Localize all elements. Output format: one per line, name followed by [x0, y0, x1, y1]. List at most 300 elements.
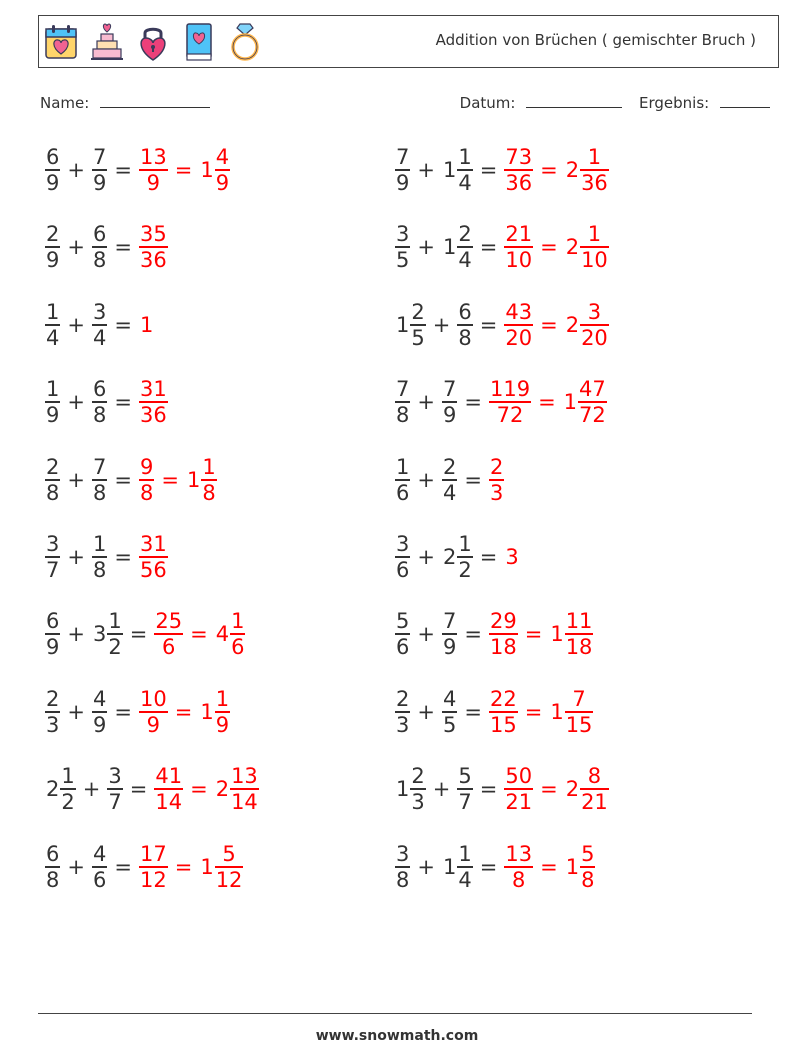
answer-numerator: 31 [139, 532, 167, 556]
first-addend-fraction [44, 377, 61, 427]
second-addend-whole: 2 [442, 545, 457, 569]
answer-improper [138, 687, 169, 737]
first-addend-fraction [44, 222, 61, 272]
first-addend-numerator: 6 [46, 841, 60, 866]
equals-sign: = [479, 158, 498, 182]
second-addend-denominator: 9 [442, 403, 457, 428]
answer-mixed [564, 145, 610, 195]
answer-numerator: 13 [139, 145, 167, 169]
answer-numerator: 17 [139, 841, 167, 866]
answer-mixed [198, 842, 244, 892]
answer-denominator: 12 [139, 867, 167, 892]
second-addend-fraction [91, 222, 108, 272]
answer-equals-sign: = [540, 777, 558, 802]
second-addend-denominator: 4 [458, 248, 472, 273]
second-addend-numerator: 6 [92, 377, 107, 402]
second-addend-denominator: 8 [92, 403, 107, 428]
second-addend-fraction [456, 300, 473, 350]
answer-equals-sign: = [161, 467, 179, 492]
first-addend-denominator: 5 [396, 248, 410, 273]
answer-fraction [579, 222, 610, 272]
second-addend-numerator: 3 [92, 299, 107, 324]
first-addend-denominator: 6 [396, 558, 410, 582]
answer-denominator: 3 [489, 480, 504, 505]
plus-sign: + [67, 235, 85, 260]
answer-mixed [198, 687, 231, 737]
second-addend-numerator: 2 [442, 454, 457, 479]
first-addend-numerator: 1 [396, 454, 410, 479]
answer-fraction [577, 377, 608, 427]
second-addend-fraction [91, 377, 108, 427]
first-addend-denominator: 9 [46, 635, 60, 660]
first-addend-denominator: 3 [46, 712, 60, 737]
answer-mixed [198, 145, 231, 195]
date-line[interactable] [526, 94, 622, 108]
problem-row [44, 367, 169, 437]
equals-sign: = [129, 777, 148, 802]
second-addend-denominator: 2 [458, 558, 472, 582]
equals-sign: = [114, 390, 132, 415]
header-icons [43, 20, 263, 64]
answer-fraction [138, 455, 155, 505]
answer-whole: 1 [200, 854, 214, 879]
answer-fraction [503, 300, 534, 350]
answer-fraction [503, 145, 534, 195]
plus-sign: + [417, 699, 435, 724]
answer-fraction [229, 609, 246, 659]
answer-improper [503, 145, 534, 195]
problem-row [394, 367, 608, 437]
answer-fraction [214, 687, 231, 737]
equals-sign: = [464, 699, 482, 724]
answer-equals-sign: = [540, 235, 558, 260]
equals-sign: = [114, 312, 132, 337]
answer-improper [138, 842, 169, 892]
first-addend-fraction [394, 377, 411, 427]
answer-numerator: 1 [587, 145, 602, 169]
first-addend-denominator: 8 [396, 867, 410, 892]
first-addend-whole: 2 [46, 777, 60, 802]
second-addend-numerator: 7 [442, 609, 457, 634]
answer-equals-sign: = [540, 312, 558, 337]
answer-numerator: 25 [155, 609, 183, 634]
answer-denominator: 8 [139, 480, 154, 505]
problem-row [394, 445, 505, 515]
plus-sign: + [82, 777, 101, 802]
name-label: Name: [40, 94, 90, 112]
second-addend-fraction [91, 687, 108, 737]
answer-numerator: 41 [155, 764, 183, 789]
plus-sign: + [417, 235, 435, 260]
first-addend-denominator: 2 [61, 790, 75, 815]
second-addend-numerator: 1 [92, 532, 107, 556]
date-label: Datum: [459, 94, 516, 112]
answer-fraction [488, 377, 532, 427]
second-addend-fraction [456, 532, 473, 582]
first-addend-fraction [394, 687, 411, 737]
answer-whole: 1 [200, 158, 214, 182]
first-addend-numerator: 1 [46, 377, 60, 402]
answer-fraction [579, 300, 610, 350]
answer-improper [488, 687, 519, 737]
answer-whole: 1 [186, 467, 201, 492]
problem-row [394, 212, 610, 282]
second-addend-fraction [441, 609, 458, 659]
answer-whole: 2 [565, 312, 580, 337]
answer-fraction [153, 609, 184, 659]
answer-denominator: 72 [579, 403, 606, 428]
second-addend-denominator: 8 [92, 480, 107, 505]
equals-sign: = [464, 467, 482, 492]
heart-padlock-icon [135, 20, 171, 64]
answer-mixed [185, 455, 218, 505]
second-addend-denominator: 8 [92, 248, 107, 273]
plus-sign: + [67, 467, 85, 492]
first-addend-fraction [44, 145, 61, 195]
answer-fraction [153, 764, 184, 814]
answer-mixed [564, 222, 610, 272]
answer-fraction [138, 145, 169, 195]
problem-row [44, 290, 153, 360]
answer-numerator: 119 [489, 377, 531, 402]
equals-sign: = [114, 545, 132, 569]
answer-equals-sign: = [524, 699, 543, 724]
answer-numerator: 31 [139, 377, 167, 402]
answer-improper [138, 455, 155, 505]
answer-equals-sign: = [538, 390, 556, 415]
answer-fraction [503, 842, 534, 892]
plus-sign: + [67, 699, 85, 724]
diamond-ring-icon [227, 20, 263, 64]
first-addend-numerator: 3 [46, 532, 60, 556]
equals-sign: = [114, 235, 132, 260]
second-addend-fraction [106, 609, 123, 659]
answer-equals-sign: = [190, 777, 208, 802]
equals-sign: = [479, 854, 498, 879]
answer-denominator: 14 [155, 790, 183, 815]
problem-row [44, 832, 244, 902]
answer-improper [138, 313, 153, 337]
answer-whole: 1 [563, 390, 578, 415]
equals-sign: = [479, 235, 498, 260]
plus-sign: + [432, 312, 451, 337]
first-addend-denominator: 3 [411, 790, 425, 815]
footer-divider [38, 1013, 752, 1014]
first-addend-numerator: 6 [46, 145, 60, 169]
answer-improper [488, 609, 519, 659]
answer-numerator: 21 [505, 222, 533, 247]
answer-fraction [564, 609, 595, 659]
first-addend-numerator: 2 [411, 299, 425, 324]
problem-row [394, 832, 596, 902]
first-addend-fraction [394, 609, 411, 659]
answer-improper [488, 455, 505, 505]
answer-whole: 1 [550, 622, 564, 647]
answer-numerator: 11 [565, 609, 593, 634]
answer-whole: 1 [565, 854, 580, 879]
second-addend-numerator: 1 [108, 609, 122, 634]
answer-mixed [214, 764, 260, 814]
answer-numerator: 22 [489, 686, 517, 711]
second-addend-fraction [441, 687, 458, 737]
answer-denominator: 6 [162, 635, 176, 660]
second-addend-numerator: 7 [92, 454, 107, 479]
answer-denominator: 18 [565, 635, 593, 660]
answer-numerator: 10 [139, 686, 167, 711]
answer-improper [503, 545, 518, 569]
second-addend-numerator: 5 [458, 764, 472, 789]
answer-improper [503, 764, 534, 814]
answer-improper [138, 222, 169, 272]
first-addend-whole: 1 [396, 312, 410, 337]
answer-whole: 3 [505, 545, 519, 569]
answer-denominator: 6 [231, 635, 245, 660]
second-addend-fraction [91, 842, 108, 892]
answer-equals-sign: = [174, 854, 193, 879]
problem-row [394, 677, 594, 747]
problem-row [394, 522, 519, 592]
second-addend-numerator: 7 [442, 377, 457, 402]
first-addend-fraction [394, 842, 411, 892]
answer-denominator: 36 [505, 171, 533, 195]
answer-whole: 1 [550, 699, 564, 724]
first-addend-fraction [394, 222, 411, 272]
date-result-fields [460, 94, 770, 112]
answer-fraction [138, 222, 169, 272]
second-addend-denominator: 4 [458, 171, 472, 195]
problem-row [394, 599, 594, 669]
answer-denominator: 21 [581, 790, 608, 815]
second-addend-numerator: 3 [108, 764, 122, 789]
first-addend-denominator: 9 [46, 403, 60, 428]
answer-denominator: 10 [505, 248, 533, 273]
answer-fraction [579, 764, 610, 814]
answer-denominator: 56 [139, 558, 167, 582]
answer-improper [488, 377, 532, 427]
answer-numerator: 2 [489, 454, 504, 479]
first-addend-fraction [394, 455, 411, 505]
answer-fraction [138, 842, 169, 892]
answer-fraction [229, 764, 260, 814]
first-addend-fraction [44, 687, 61, 737]
first-addend-fraction [409, 300, 426, 350]
first-addend-numerator: 3 [396, 841, 410, 866]
answer-fraction [138, 377, 169, 427]
first-addend-fraction [409, 764, 426, 814]
first-addend-denominator: 9 [46, 171, 60, 195]
answer-equals-sign: = [540, 854, 558, 879]
answer-denominator: 20 [581, 325, 608, 350]
answer-improper [503, 222, 534, 272]
first-addend-numerator: 1 [46, 299, 60, 324]
first-addend-denominator: 9 [396, 171, 410, 195]
plus-sign: + [67, 854, 85, 879]
answer-fraction [579, 145, 610, 195]
plus-sign: + [67, 390, 85, 415]
second-addend-denominator: 8 [92, 558, 107, 582]
second-addend-denominator: 7 [108, 790, 122, 815]
plus-sign: + [417, 467, 435, 492]
answer-improper [138, 377, 169, 427]
second-addend-denominator: 9 [92, 712, 107, 737]
second-addend-denominator: 8 [458, 325, 472, 350]
first-addend-denominator: 8 [396, 403, 410, 428]
answer-mixed [564, 764, 610, 814]
answer-mixed [548, 609, 594, 659]
first-addend-numerator: 2 [411, 764, 425, 789]
equals-sign: = [479, 777, 498, 802]
plus-sign: + [67, 545, 85, 569]
answer-improper [503, 842, 534, 892]
plus-sign: + [417, 390, 435, 415]
answer-fraction [488, 687, 519, 737]
second-addend-fraction [91, 455, 108, 505]
answer-numerator: 7 [572, 686, 586, 711]
answer-numerator: 1 [215, 686, 230, 711]
answer-denominator: 12 [215, 867, 243, 892]
second-addend-whole: 1 [442, 158, 457, 182]
second-addend-fraction [456, 145, 473, 195]
second-addend-denominator: 5 [442, 712, 457, 737]
first-addend-numerator: 6 [46, 609, 60, 634]
answer-whole: 2 [565, 235, 580, 260]
problem-row [44, 599, 246, 669]
first-addend-numerator: 7 [396, 377, 410, 402]
answer-denominator: 9 [146, 171, 161, 195]
first-addend-denominator: 3 [396, 712, 410, 737]
first-addend-denominator: 6 [396, 635, 410, 660]
first-addend-fraction [394, 532, 411, 582]
answer-fraction [579, 842, 596, 892]
equals-sign: = [129, 622, 148, 647]
second-addend-fraction [441, 455, 458, 505]
problem-row [394, 754, 610, 824]
answer-mixed [214, 609, 247, 659]
answer-numerator: 1 [202, 454, 216, 479]
answer-equals-sign: = [174, 699, 193, 724]
second-addend-numerator: 1 [458, 532, 472, 556]
result-line[interactable] [720, 94, 770, 108]
first-addend-numerator: 2 [46, 222, 60, 247]
second-addend-denominator: 4 [458, 867, 472, 892]
answer-mixed [548, 687, 594, 737]
answer-equals-sign: = [190, 622, 208, 647]
answer-improper [153, 609, 184, 659]
second-addend-denominator: 2 [108, 635, 122, 660]
answer-denominator: 8 [581, 867, 595, 892]
first-addend-denominator: 8 [46, 480, 60, 505]
equals-sign: = [114, 158, 132, 182]
answer-denominator: 36 [139, 403, 167, 428]
answer-denominator: 8 [512, 867, 526, 892]
second-addend-fraction [91, 145, 108, 195]
equals-sign: = [464, 622, 482, 647]
answer-mixed [562, 377, 608, 427]
second-addend-denominator: 4 [442, 480, 457, 505]
answer-numerator: 43 [505, 299, 533, 324]
first-addend-numerator: 5 [396, 609, 410, 634]
answer-fraction [214, 842, 245, 892]
answer-denominator: 20 [505, 325, 533, 350]
answer-equals-sign: = [540, 158, 558, 182]
answer-equals-sign: = [524, 622, 543, 647]
problem-row [394, 290, 610, 360]
answer-whole: 2 [565, 158, 580, 182]
plus-sign: + [417, 158, 435, 182]
equals-sign: = [114, 467, 132, 492]
answer-numerator: 29 [489, 609, 517, 634]
answer-denominator: 15 [565, 712, 593, 737]
answer-fraction [503, 222, 534, 272]
first-addend-numerator: 2 [46, 686, 60, 711]
answer-whole: 2 [565, 777, 580, 802]
equals-sign: = [114, 699, 132, 724]
second-addend-fraction [456, 764, 473, 814]
answer-numerator: 1 [231, 609, 245, 634]
answer-numerator: 9 [139, 454, 154, 479]
answer-numerator: 13 [505, 841, 533, 866]
first-addend-numerator: 2 [46, 454, 60, 479]
second-addend-fraction [106, 764, 123, 814]
answer-numerator: 4 [215, 145, 230, 169]
second-addend-numerator: 1 [458, 145, 472, 169]
answer-denominator: 72 [496, 403, 524, 428]
first-addend-denominator: 4 [46, 325, 60, 350]
footer-url: www.snowmath.com [315, 1028, 479, 1044]
answer-mixed [564, 842, 597, 892]
answer-numerator: 47 [579, 377, 606, 402]
problem-row [44, 212, 169, 282]
worksheet-title: Addition von Brüchen ( gemischter Bruch ) [435, 31, 756, 49]
second-addend-numerator: 6 [458, 299, 472, 324]
answer-improper [503, 300, 534, 350]
first-addend-numerator: 3 [396, 532, 410, 556]
answer-fraction [138, 532, 169, 582]
plus-sign: + [417, 622, 435, 647]
first-addend-fraction [44, 455, 61, 505]
calendar-heart-icon [43, 20, 79, 64]
answer-improper [138, 532, 169, 582]
first-addend-denominator: 9 [46, 248, 60, 273]
second-addend-denominator: 4 [92, 325, 107, 350]
second-addend-numerator: 4 [442, 686, 457, 711]
answer-numerator: 5 [581, 841, 595, 866]
second-addend-denominator: 9 [442, 635, 457, 660]
problem-row [44, 445, 218, 515]
second-addend-whole: 1 [442, 854, 457, 879]
second-addend-whole: 1 [442, 235, 457, 260]
second-addend-fraction [91, 300, 108, 350]
answer-whole: 1 [139, 312, 154, 337]
answer-improper [153, 764, 184, 814]
answer-numerator: 13 [231, 764, 258, 789]
answer-fraction [503, 764, 534, 814]
plus-sign: + [67, 158, 85, 182]
first-addend-denominator: 7 [46, 558, 60, 582]
name-line[interactable] [100, 94, 210, 108]
problem-row [394, 135, 610, 205]
answer-improper [138, 145, 169, 195]
second-addend-fraction [456, 222, 473, 272]
answer-fraction [488, 455, 505, 505]
second-addend-numerator: 6 [92, 222, 107, 247]
answer-numerator: 3 [587, 299, 602, 324]
second-addend-fraction [91, 532, 108, 582]
love-book-icon [181, 20, 217, 64]
problem-row [44, 754, 260, 824]
second-addend-numerator: 4 [92, 686, 107, 711]
answer-numerator: 35 [139, 222, 167, 247]
